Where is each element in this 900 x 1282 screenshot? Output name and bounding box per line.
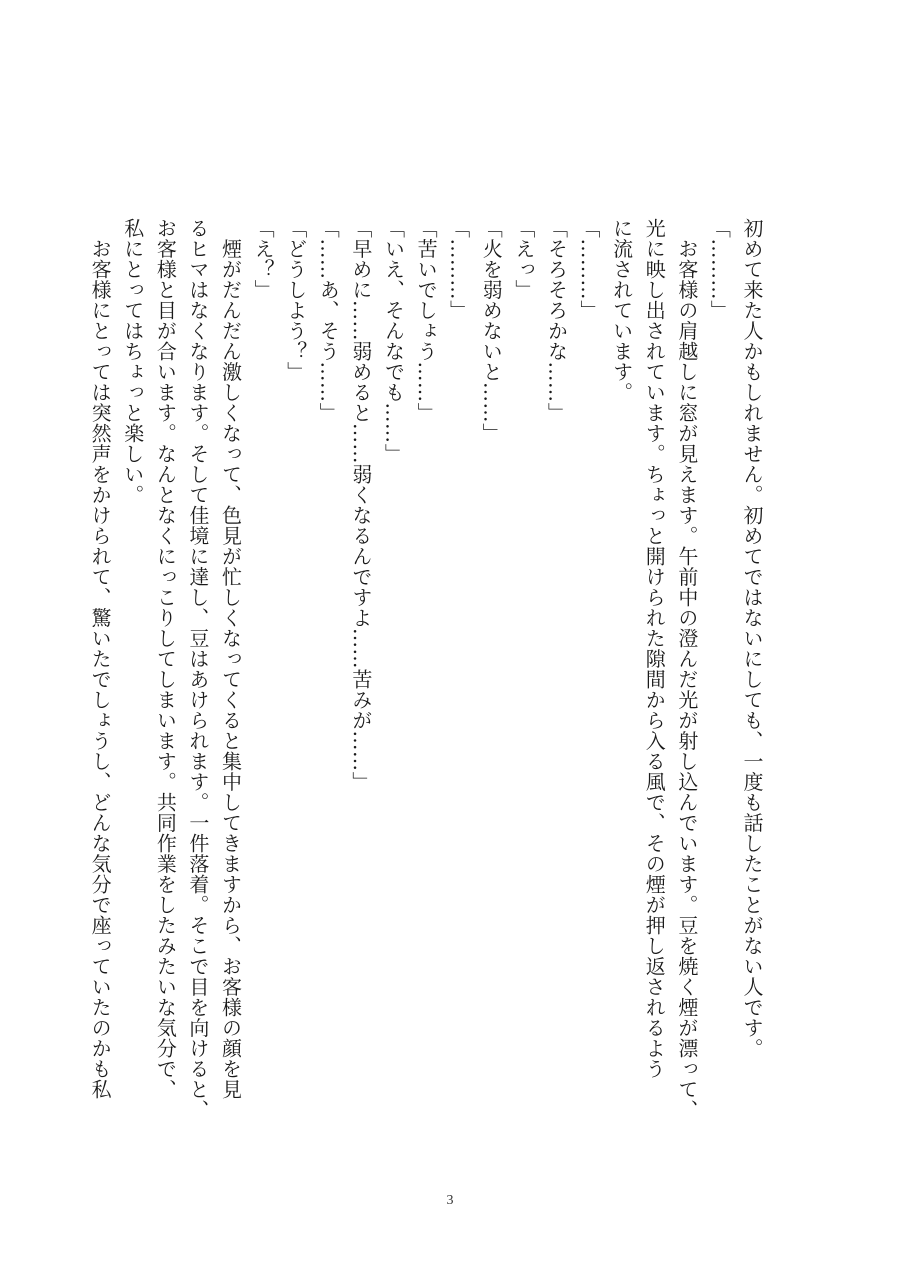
text-line: 「火を弱めないと……」 [479,218,504,444]
text-line: 「………」 [446,218,471,321]
text-line: 初めて来た人かもしれません。初めてではないにしても、一度も話したことがない人です。 [740,218,764,1059]
text-line: 「え？」 [251,218,276,300]
text-line: 「そろそろかな……」 [544,218,569,423]
text-line: 「苦いでしょう……」 [414,218,439,423]
text-line: 「どうしよう？」 [283,218,308,382]
text-line: お客様と目が合います。なんとなくにっこりしてしまいます。共同作業をしたみたいな気分で、 [153,218,178,1100]
text-line: 「早めに……弱めると……弱くなるんですよ……苦みが……」 [348,218,373,792]
text-line: 煙がだんだん激しくなって、色見が忙しくなってくると集中してきますから、お客様の顔を見 [218,218,243,1100]
text-line: 光に映し出されています。ちょっと開けられた隙間から入る風で、その煙が押し返されるよう [642,218,667,1079]
text-line: 「いえ、そんなでも……」 [381,218,406,464]
text-line: 「………」 [707,218,732,321]
text-line: お客様にとっては突然声をかけられて、驚いたでしょうし、どんな気分で座っていたのかも私 [88,218,113,1100]
vertical-text-body [84,218,768,1120]
text-line: に流されています。 [609,218,634,403]
page-number: 3 [446,1193,454,1208]
text-line: 私にとってはちょっと楽しい。 [120,218,145,505]
text-line: 「えっ」 [511,218,536,300]
text-line: 「………」 [577,218,602,321]
text-line: るヒマはなくなります。そして佳境に達し、豆はあけられます。一件落着。そこで目を向けると、 [185,218,210,1120]
text-line: 「……あ、そう……」 [316,218,341,423]
text-line: お客様の肩越しに窓が見えます。午前中の澄んだ光が射し込んでいます。豆を焼く煙が漂って、 [674,218,699,1120]
